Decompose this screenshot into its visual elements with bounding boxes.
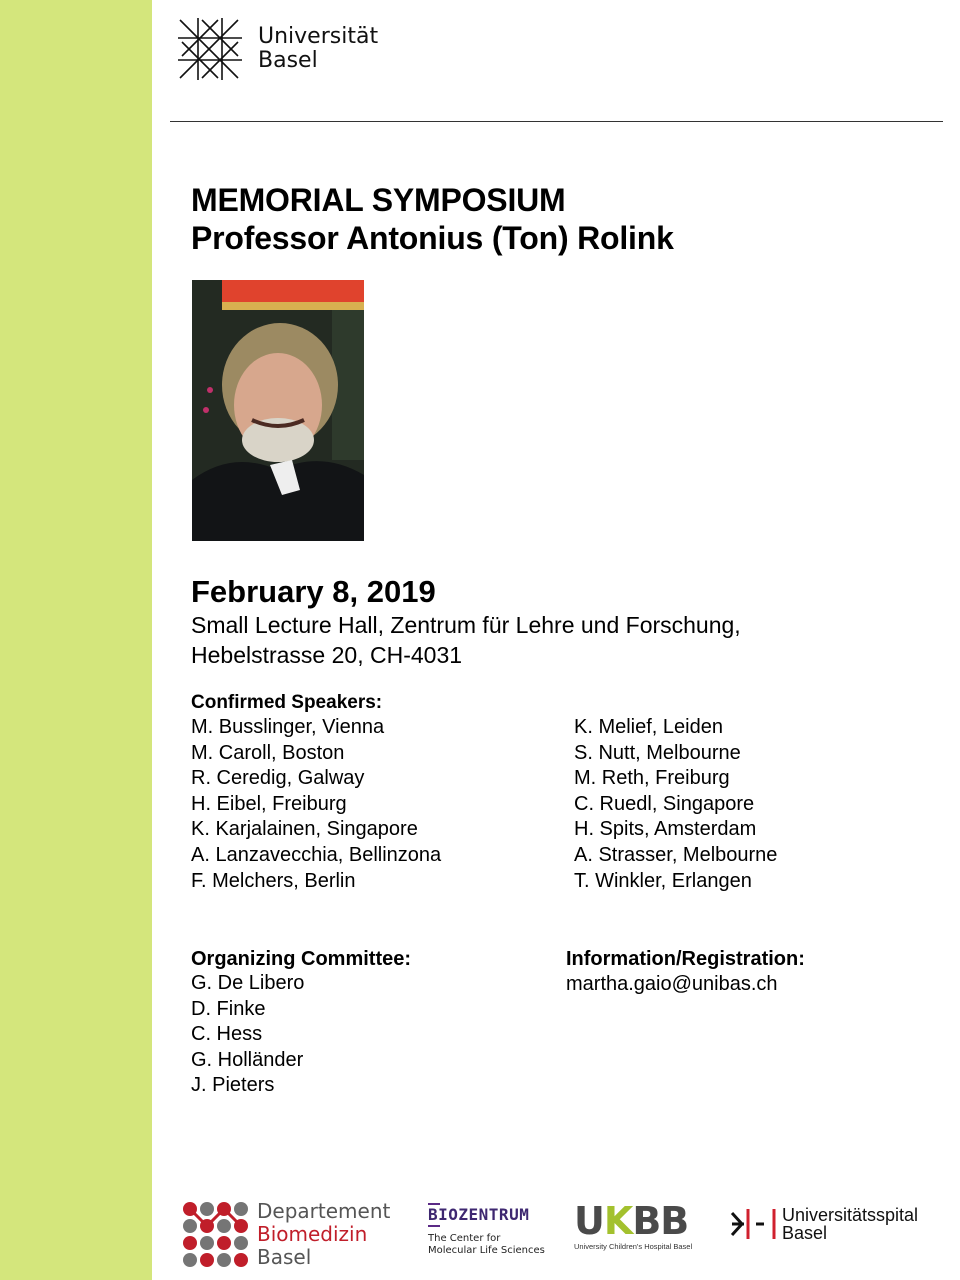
speakers-heading: Confirmed Speakers: [191, 692, 383, 713]
venue-line1: Small Lecture Hall, Zentrum für Lehre und Forschung, [191, 612, 741, 638]
committee-member: G. De Libero [191, 972, 305, 994]
speaker-item: A. Lanzavecchia, Bellinzona [191, 843, 442, 866]
portrait-photo [192, 280, 364, 541]
ukbb-logo [574, 1199, 693, 1251]
ukbb-bb: BB [632, 1199, 689, 1243]
event-date: February 8, 2019 [191, 574, 436, 609]
ukbb-subtitle: University Children's Hospital Basel [574, 1242, 693, 1251]
university-name-line1: Universität [258, 24, 379, 49]
university-basel-star-grid-icon [176, 16, 244, 82]
universitaetsspital-arrow-icon [730, 1207, 778, 1241]
speaker-item: F. Melchers, Berlin [191, 869, 356, 892]
speaker-item: K. Karjalainen, Singapore [191, 818, 418, 841]
universitaetsspital-logo [730, 1206, 918, 1242]
speaker-item: M. Caroll, Boston [191, 741, 345, 764]
university-basel-logo [176, 16, 378, 82]
ukbb-u: U [574, 1199, 604, 1243]
header-divider [170, 121, 943, 122]
biozentrum-logo [428, 1203, 545, 1257]
registration-heading: Information/Registration: [566, 948, 805, 970]
green-sidebar [0, 0, 152, 1280]
registration-email-link[interactable]: martha.gaio@unibas.ch [566, 973, 778, 995]
speaker-item: C. Ruedl, Singapore [574, 792, 755, 815]
speaker-item: K. Melief, Leiden [574, 716, 723, 738]
biozentrum-sub1: The Center for [428, 1233, 501, 1244]
speaker-item: M. Busslinger, Vienna [191, 716, 385, 738]
committee-member: J. Pieters [191, 1074, 275, 1097]
committee-member: C. Hess [191, 1023, 263, 1046]
speaker-item: R. Ceredig, Galway [191, 767, 365, 790]
event-venue [191, 610, 741, 670]
committee-heading: Organizing Committee: [191, 948, 412, 970]
biozentrum-sub2: Molecular Life Sciences [428, 1245, 545, 1256]
biomedizin-dot-grid-icon [181, 1200, 251, 1270]
committee-list [191, 971, 304, 1099]
speaker-item: A. Strasser, Melbourne [574, 843, 778, 866]
biozentrum-name: BIOZENTRUM [428, 1205, 530, 1224]
usb-line2: Basel [782, 1223, 828, 1243]
speakers-list-left [191, 715, 441, 894]
title-line1: MEMORIAL SYMPOSIUM [191, 182, 566, 218]
speaker-item: T. Winkler, Erlangen [574, 869, 752, 892]
page-title [191, 181, 674, 257]
committee-member: G. Holländer [191, 1048, 304, 1071]
committee-member: D. Finke [191, 997, 266, 1020]
dbm-line2: Biomedizin [257, 1222, 368, 1246]
departement-biomedizin-logo [181, 1200, 390, 1270]
title-line2: Professor Antonius (Ton) Rolink [191, 220, 674, 256]
speaker-item: H. Eibel, Freiburg [191, 792, 347, 815]
usb-line1: Universitätsspital [782, 1205, 919, 1225]
speaker-item: H. Spits, Amsterdam [574, 818, 757, 841]
venue-line2: Hebelstrasse 20, CH-4031 [191, 642, 463, 668]
dbm-line1: Departement [257, 1199, 391, 1223]
speakers-list-right [574, 715, 777, 894]
speaker-item: M. Reth, Freiburg [574, 767, 730, 790]
ukbb-k-figure: K [603, 1199, 633, 1243]
dbm-line3: Basel [257, 1245, 312, 1269]
speaker-item: S. Nutt, Melbourne [574, 741, 741, 764]
biozentrum-bar-icon [428, 1225, 440, 1227]
university-name-line2: Basel [258, 48, 318, 73]
